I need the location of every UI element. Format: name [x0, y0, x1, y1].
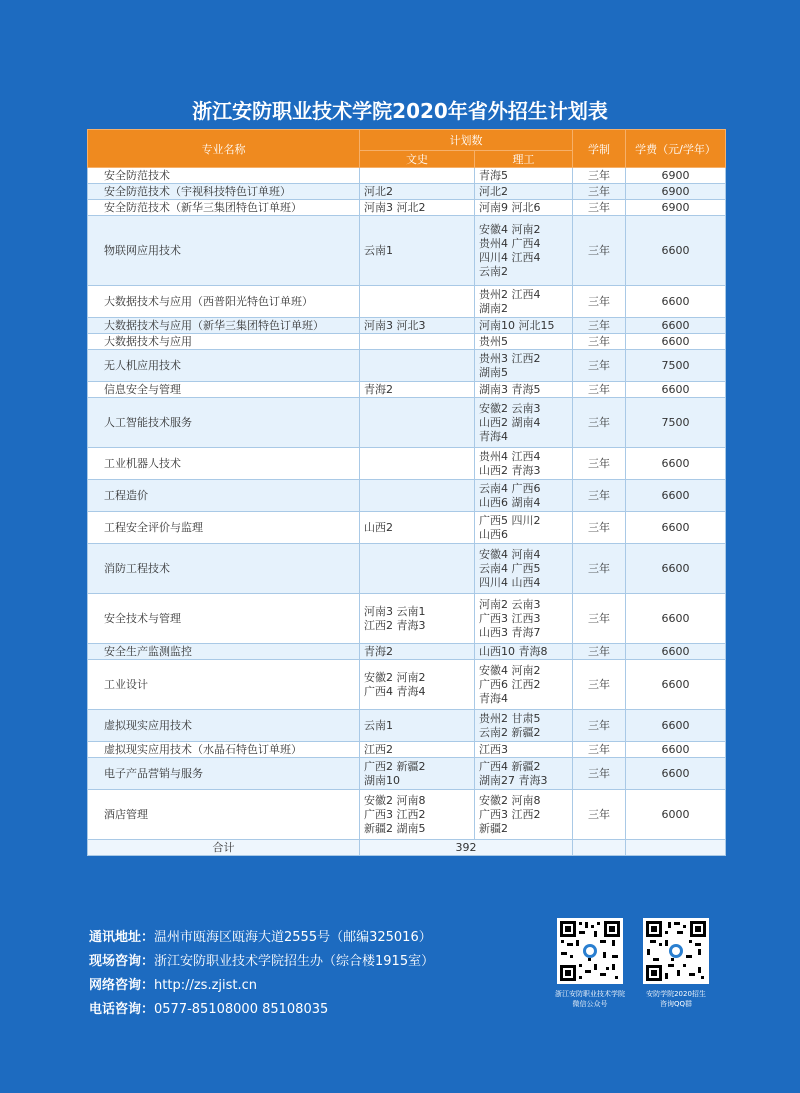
onsite-value: 浙江安防职业技术学院招生办（综合楼1915室）	[154, 954, 435, 969]
header-arts: 文史	[360, 151, 475, 168]
science-quota-line: 广西6 江西2	[479, 677, 541, 691]
wechat-qr-icon	[557, 918, 623, 984]
science-quota-line: 青海5	[479, 168, 508, 182]
arts-quota-line: 河北2	[364, 184, 393, 198]
arts-quota-cell	[360, 168, 475, 184]
header-science: 理工	[475, 151, 573, 168]
major-name-cell: 酒店管理	[88, 790, 360, 840]
table-row	[88, 660, 726, 710]
arts-quota-cell	[360, 660, 475, 710]
science-quota-line: 云南4 广西6	[479, 481, 541, 495]
arts-quota-cell	[360, 790, 475, 840]
duration-cell: 三年	[573, 200, 626, 216]
arts-quota-line: 江西2 青海3	[364, 618, 426, 632]
fee-cell: 6600	[626, 660, 726, 710]
arts-quota-line: 河南3 云南1	[364, 604, 426, 618]
table-row	[88, 382, 726, 398]
enrollment-plan-table-container	[87, 129, 725, 856]
fee-cell: 6600	[626, 758, 726, 790]
science-quota-line: 云南2 新疆2	[479, 725, 541, 739]
qq-qr-icon	[643, 918, 709, 984]
enrollment-plan-table	[87, 129, 726, 856]
major-name-cell: 虚拟现实应用技术	[88, 710, 360, 742]
science-quota-line: 河南2 云南3	[479, 597, 541, 611]
science-quota-line: 四川4 江西4	[479, 250, 541, 264]
table-row	[88, 594, 726, 644]
major-name-cell: 安全防范技术（宇视科技特色订单班）	[88, 184, 360, 200]
science-quota-cell	[475, 184, 573, 200]
table-row	[88, 790, 726, 840]
science-quota-cell	[475, 480, 573, 512]
science-quota-cell	[475, 544, 573, 594]
science-quota-cell	[475, 382, 573, 398]
science-quota-line: 河南9 河北6	[479, 200, 541, 214]
wechat-caption-line1: 浙江安防职业技术学院	[555, 990, 625, 998]
arts-quota-cell	[360, 216, 475, 286]
arts-quota-cell	[360, 480, 475, 512]
duration-cell: 三年	[573, 398, 626, 448]
science-quota-line: 安徽4 河南2	[479, 663, 541, 677]
arts-quota-cell	[360, 594, 475, 644]
science-quota-line: 广西3 江西3	[479, 611, 541, 625]
science-quota-cell	[475, 216, 573, 286]
wechat-caption-line2: 微信公众号	[572, 1000, 608, 1008]
arts-quota-line: 云南1	[364, 243, 393, 257]
total-label: 合计	[88, 840, 360, 856]
science-quota-cell	[475, 318, 573, 334]
science-quota-line: 安徽2 河南8	[479, 793, 541, 807]
science-quota-line: 安徽2 云南3	[479, 401, 541, 415]
arts-quota-line: 山西2	[364, 520, 393, 534]
science-quota-line: 湖南5	[479, 365, 508, 379]
science-quota-line: 山西6	[479, 527, 508, 541]
duration-cell: 三年	[573, 480, 626, 512]
science-quota-line: 云南4 广西5	[479, 561, 541, 575]
fee-cell: 6000	[626, 790, 726, 840]
duration-cell: 三年	[573, 742, 626, 758]
science-quota-line: 湖南3 青海5	[479, 382, 541, 396]
science-quota-line: 安徽4 河南2	[479, 222, 541, 236]
science-quota-line: 安徽4 河南4	[479, 547, 541, 561]
table-row	[88, 448, 726, 480]
arts-quota-cell	[360, 398, 475, 448]
major-name-cell: 大数据技术与应用	[88, 334, 360, 350]
arts-quota-cell	[360, 318, 475, 334]
major-name-cell: 安全防范技术	[88, 168, 360, 184]
table-row	[88, 710, 726, 742]
fee-cell: 6600	[626, 216, 726, 286]
duration-cell: 三年	[573, 544, 626, 594]
science-quota-line: 广西4 新疆2	[479, 759, 541, 773]
arts-quota-line: 青海2	[364, 644, 393, 658]
arts-quota-cell	[360, 350, 475, 382]
contact-web	[89, 974, 434, 998]
wechat-qr-code	[557, 918, 623, 984]
arts-quota-cell	[360, 286, 475, 318]
duration-cell: 三年	[573, 382, 626, 398]
fee-cell: 7500	[626, 398, 726, 448]
duration-cell: 三年	[573, 448, 626, 480]
science-quota-line: 新疆2	[479, 821, 508, 835]
science-quota-line: 贵州2 甘肃5	[479, 711, 541, 725]
address-label: 通讯地址：	[89, 930, 155, 945]
duration-cell: 三年	[573, 350, 626, 382]
science-quota-line: 湖南2	[479, 301, 508, 315]
contact-onsite	[89, 950, 434, 974]
phone-value: 0577-85108000 85108035	[154, 1002, 329, 1017]
science-quota-cell	[475, 710, 573, 742]
major-name-cell: 工程安全评价与监理	[88, 512, 360, 544]
major-name-cell: 安全防范技术（新华三集团特色订单班）	[88, 200, 360, 216]
total-value: 392	[360, 840, 573, 856]
arts-quota-cell	[360, 334, 475, 350]
table-row	[88, 544, 726, 594]
fee-cell: 7500	[626, 350, 726, 382]
science-quota-line: 河北2	[479, 184, 508, 198]
qq-qr-caption	[621, 989, 731, 1009]
duration-cell: 三年	[573, 216, 626, 286]
arts-quota-line: 湖南10	[364, 773, 400, 787]
major-name-cell: 大数据技术与应用（新华三集团特色订单班）	[88, 318, 360, 334]
science-quota-line: 贵州5	[479, 334, 508, 348]
science-quota-line: 山西10 青海8	[479, 644, 548, 658]
fee-cell: 6600	[626, 594, 726, 644]
duration-cell: 三年	[573, 286, 626, 318]
table-row	[88, 644, 726, 660]
science-quota-cell	[475, 594, 573, 644]
science-quota-line: 青海4	[479, 429, 508, 443]
major-name-cell: 工业机器人技术	[88, 448, 360, 480]
science-quota-line: 青海4	[479, 691, 508, 705]
qq-qr-code	[643, 918, 709, 984]
science-quota-cell	[475, 758, 573, 790]
fee-cell: 6600	[626, 544, 726, 594]
science-quota-cell	[475, 286, 573, 318]
arts-quota-line: 安徽2 河南8	[364, 793, 426, 807]
arts-quota-cell	[360, 544, 475, 594]
science-quota-line: 河南10 河北15	[479, 318, 555, 332]
table-row	[88, 318, 726, 334]
table-row	[88, 742, 726, 758]
science-quota-cell	[475, 448, 573, 480]
total-row	[88, 840, 726, 856]
science-quota-line: 广西3 江西2	[479, 807, 541, 821]
web-link[interactable]: http://zs.zjist.cn	[154, 978, 258, 993]
science-quota-line: 贵州4 广西4	[479, 236, 541, 250]
fee-cell: 6600	[626, 480, 726, 512]
science-quota-line: 山西2 青海3	[479, 463, 541, 477]
table-row	[88, 184, 726, 200]
duration-cell: 三年	[573, 168, 626, 184]
arts-quota-cell	[360, 184, 475, 200]
major-name-cell: 安全生产监测监控	[88, 644, 360, 660]
phone-label: 电话咨询：	[89, 1002, 155, 1017]
arts-quota-line: 河南3 河北2	[364, 200, 426, 214]
arts-quota-line: 云南1	[364, 718, 393, 732]
table-row	[88, 512, 726, 544]
table-row	[88, 758, 726, 790]
fee-cell: 6600	[626, 318, 726, 334]
fee-cell: 6600	[626, 742, 726, 758]
table-row	[88, 286, 726, 318]
contact-info	[89, 926, 434, 1022]
table-row	[88, 398, 726, 448]
duration-cell: 三年	[573, 334, 626, 350]
science-quota-cell	[475, 398, 573, 448]
table-body	[88, 168, 726, 856]
science-quota-cell	[475, 742, 573, 758]
science-quota-line: 四川4 山西4	[479, 575, 541, 589]
duration-cell: 三年	[573, 318, 626, 334]
header-fee: 学费（元/学年）	[626, 130, 726, 168]
table-row	[88, 350, 726, 382]
total-empty-duration	[573, 840, 626, 856]
page-title: 浙江安防职业技术学院2020年省外招生计划表	[192, 99, 608, 123]
table-row	[88, 480, 726, 512]
header-major: 专业名称	[88, 130, 360, 168]
fee-cell: 6600	[626, 286, 726, 318]
qq-caption-line1: 安防学院2020招生	[646, 990, 706, 998]
arts-quota-cell	[360, 382, 475, 398]
arts-quota-cell	[360, 448, 475, 480]
science-quota-line: 湖南27 青海3	[479, 773, 548, 787]
arts-quota-cell	[360, 758, 475, 790]
table-row	[88, 216, 726, 286]
science-quota-cell	[475, 644, 573, 660]
arts-quota-line: 广西3 江西2	[364, 807, 426, 821]
header-plan: 计划数	[360, 130, 573, 151]
major-name-cell: 无人机应用技术	[88, 350, 360, 382]
major-name-cell: 虚拟现实应用技术（水晶石特色订单班）	[88, 742, 360, 758]
major-name-cell: 大数据技术与应用（西普阳光特色订单班）	[88, 286, 360, 318]
arts-quota-cell	[360, 200, 475, 216]
duration-cell: 三年	[573, 710, 626, 742]
table-row	[88, 334, 726, 350]
fee-cell: 6600	[626, 334, 726, 350]
major-name-cell: 安全技术与管理	[88, 594, 360, 644]
science-quota-cell	[475, 334, 573, 350]
header-duration: 学制	[573, 130, 626, 168]
science-quota-line: 贵州3 江西2	[479, 351, 541, 365]
arts-quota-cell	[360, 742, 475, 758]
duration-cell: 三年	[573, 594, 626, 644]
duration-cell: 三年	[573, 512, 626, 544]
science-quota-line: 贵州2 江西4	[479, 287, 541, 301]
address-value: 温州市瓯海区瓯海大道2555号（邮编325016）	[154, 930, 432, 945]
arts-quota-cell	[360, 644, 475, 660]
arts-quota-line: 新疆2 湖南5	[364, 821, 426, 835]
major-name-cell: 电子产品营销与服务	[88, 758, 360, 790]
duration-cell: 三年	[573, 644, 626, 660]
duration-cell: 三年	[573, 184, 626, 200]
science-quota-cell	[475, 200, 573, 216]
fee-cell: 6600	[626, 644, 726, 660]
fee-cell: 6600	[626, 382, 726, 398]
contact-address	[89, 926, 434, 950]
table-row	[88, 200, 726, 216]
arts-quota-cell	[360, 710, 475, 742]
science-quota-line: 广西5 四川2	[479, 513, 541, 527]
fee-cell: 6900	[626, 200, 726, 216]
science-quota-line: 贵州4 江西4	[479, 449, 541, 463]
duration-cell: 三年	[573, 758, 626, 790]
arts-quota-line: 广西2 新疆2	[364, 759, 426, 773]
science-quota-line: 云南2	[479, 264, 508, 278]
arts-quota-line: 安徽2 河南2	[364, 670, 426, 684]
major-name-cell: 消防工程技术	[88, 544, 360, 594]
web-label: 网络咨询：	[89, 978, 155, 993]
science-quota-cell	[475, 660, 573, 710]
major-name-cell: 工业设计	[88, 660, 360, 710]
science-quota-cell	[475, 790, 573, 840]
science-quota-line: 江西3	[479, 742, 508, 756]
science-quota-cell	[475, 512, 573, 544]
science-quota-line: 山西3 青海7	[479, 625, 541, 639]
qq-caption-line2: 咨询QQ群	[659, 1000, 693, 1008]
arts-quota-line: 广西4 青海4	[364, 684, 426, 698]
duration-cell: 三年	[573, 790, 626, 840]
total-empty-fee	[626, 840, 726, 856]
science-quota-line: 山西2 湖南4	[479, 415, 541, 429]
arts-quota-line: 江西2	[364, 742, 393, 756]
fee-cell: 6600	[626, 710, 726, 742]
duration-cell: 三年	[573, 660, 626, 710]
science-quota-line: 山西6 湖南4	[479, 495, 541, 509]
arts-quota-line: 青海2	[364, 382, 393, 396]
arts-quota-line: 河南3 河北3	[364, 318, 426, 332]
fee-cell: 6900	[626, 168, 726, 184]
arts-quota-cell	[360, 512, 475, 544]
onsite-label: 现场咨询：	[89, 954, 155, 969]
major-name-cell: 人工智能技术服务	[88, 398, 360, 448]
contact-phone	[89, 998, 434, 1022]
major-name-cell: 工程造价	[88, 480, 360, 512]
fee-cell: 6600	[626, 512, 726, 544]
fee-cell: 6600	[626, 448, 726, 480]
table-row	[88, 168, 726, 184]
science-quota-cell	[475, 350, 573, 382]
major-name-cell: 物联网应用技术	[88, 216, 360, 286]
major-name-cell: 信息安全与管理	[88, 382, 360, 398]
science-quota-cell	[475, 168, 573, 184]
fee-cell: 6900	[626, 184, 726, 200]
